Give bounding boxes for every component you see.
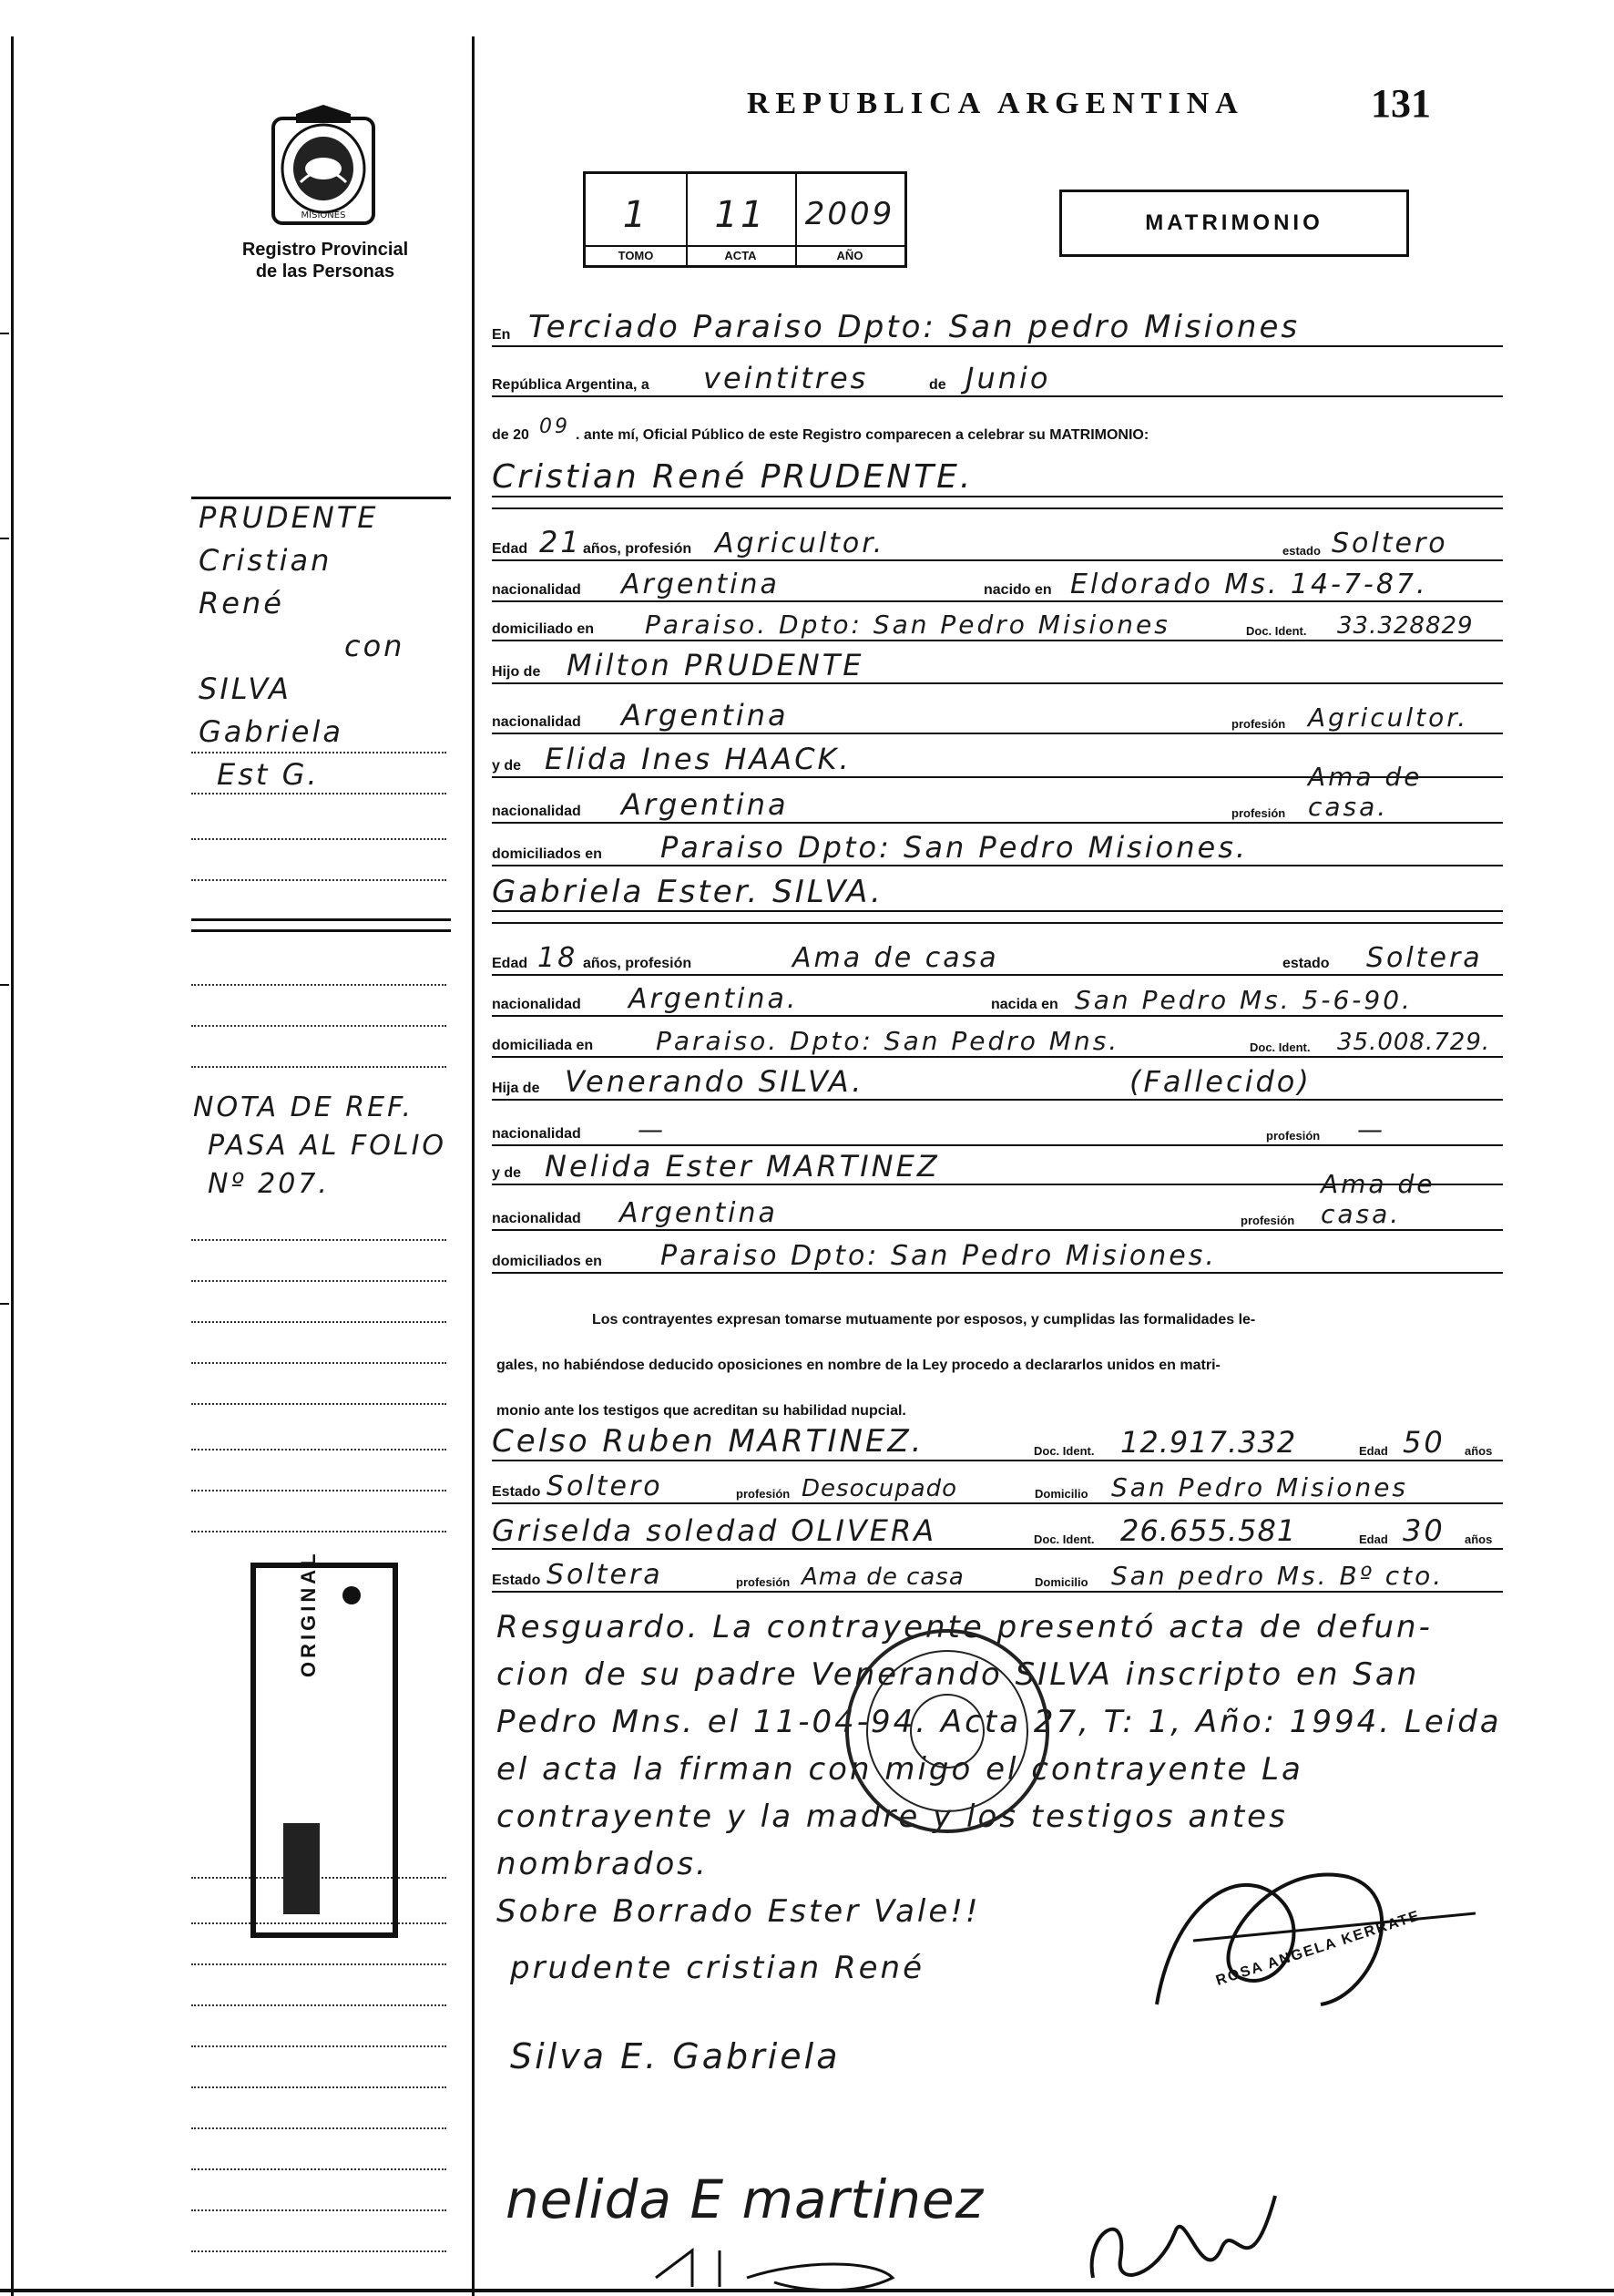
row-bride-father bbox=[492, 1064, 1503, 1104]
witness-1-name: Celso Ruben MARTINEZ. bbox=[492, 1423, 924, 1460]
domicilio-label: Domicilio bbox=[1035, 1575, 1088, 1589]
ante-text: . ante mí, Oficial Público de este Registro comparecen a celebrar su MATRIMONIO: bbox=[576, 427, 1149, 443]
yde-label: y de bbox=[492, 758, 522, 774]
official-stamp-text: ROSA ANGELA KERRATE bbox=[1213, 1908, 1423, 1989]
remark-line: el acta la firman con migo el contrayente La bbox=[496, 1751, 1303, 1788]
de20-label: de 20 bbox=[492, 427, 529, 443]
republica-label: República Argentina, a bbox=[492, 377, 649, 393]
groom-domicilio: Paraiso. Dpto: San Pedro Misiones bbox=[645, 610, 1170, 640]
nacionalidad-label: nacionalidad bbox=[492, 1126, 581, 1142]
margin-note bbox=[193, 1089, 446, 1204]
bride-father-nac: — bbox=[638, 1114, 666, 1144]
doc-label: Doc. Ident. bbox=[1034, 1444, 1095, 1458]
bride-father-note: (Fallecido) bbox=[1129, 1064, 1312, 1099]
row-witness-1 bbox=[492, 1423, 1503, 1465]
row-groom-edad bbox=[492, 525, 1503, 565]
nacionalidad-label: nacionalidad bbox=[492, 714, 581, 730]
edad-label: Edad bbox=[492, 956, 528, 971]
acta-cell bbox=[686, 174, 797, 265]
registry-stamp-icon bbox=[838, 1622, 1057, 1840]
mother-signature: nelida E martinez bbox=[506, 2168, 985, 2230]
witness-1-doc: 12.917.332 bbox=[1120, 1425, 1297, 1460]
doc-label: Doc. Ident. bbox=[1250, 1040, 1311, 1054]
row-witness-2 bbox=[492, 1513, 1503, 1553]
anos-label: años bbox=[1465, 1532, 1493, 1546]
bride-name: Gabriela Ester. SILVA. bbox=[492, 874, 884, 910]
registry-line-1: Registro Provincial bbox=[241, 240, 409, 260]
declaration-line-2: gales, no habiéndose deducido oposiciones en nombre de la Ley procedo a declararlos unidos en matri- bbox=[496, 1358, 1221, 1373]
note-line: NOTA DE REF. bbox=[193, 1092, 414, 1123]
groom-signature: prudente cristian René bbox=[510, 1950, 925, 1986]
row-groom-father bbox=[492, 648, 1503, 688]
row-bride-name bbox=[492, 874, 1503, 916]
row-bride-edad bbox=[492, 943, 1503, 979]
bride-father-prof: — bbox=[1357, 1114, 1385, 1144]
officer-signature-icon bbox=[1075, 2178, 1293, 2296]
nacionalidad-label: nacionalidad bbox=[492, 997, 581, 1012]
groom-profesion: Agricultor. bbox=[715, 528, 885, 559]
bride-mother-name: Nelida Ester MARTINEZ bbox=[545, 1149, 940, 1184]
groom-father-name: Milton PRUDENTE bbox=[567, 648, 864, 682]
profesion-label: profesión bbox=[736, 1575, 791, 1589]
declaration-line-3: monio ante los testigos que acreditan su habilidad nupcial. bbox=[496, 1403, 906, 1419]
doc-label: Doc. Ident. bbox=[1246, 624, 1307, 638]
margin-name-line: con bbox=[344, 629, 405, 663]
witness-2-edad: 30 bbox=[1403, 1513, 1445, 1548]
bride-doc: 35.008.729. bbox=[1337, 1029, 1491, 1056]
registry-numbers-box bbox=[583, 171, 907, 268]
section-rule bbox=[492, 507, 1503, 509]
ano-value: 2009 bbox=[804, 196, 895, 232]
edge-tick bbox=[0, 333, 9, 334]
en-label: En bbox=[492, 327, 511, 343]
tomo-label: TOMO bbox=[586, 245, 686, 265]
nacionalidad-label: nacionalidad bbox=[492, 804, 581, 819]
year-suffix: 09 bbox=[539, 415, 570, 438]
anos-label: años bbox=[1465, 1444, 1493, 1458]
row-groom-dom bbox=[492, 609, 1503, 645]
initials-signature-icon bbox=[638, 2241, 911, 2296]
estado-label: estado bbox=[1282, 956, 1330, 971]
bride-profesion: Ama de casa bbox=[792, 942, 999, 974]
row-groom-parents-dom bbox=[492, 830, 1503, 870]
groom-father-prof: Agricultor. bbox=[1308, 702, 1469, 733]
stamp-block bbox=[283, 1823, 320, 1914]
witness-2-dom: San pedro Ms. Bº cto. bbox=[1111, 1561, 1445, 1591]
profesion-label: profesión bbox=[1231, 717, 1286, 731]
hijo-label: Hijo de bbox=[492, 664, 541, 680]
bride-parents-domicilio: Paraiso Dpto: San Pedro Misiones. bbox=[660, 1240, 1217, 1272]
tomo-cell bbox=[586, 174, 688, 265]
row-en bbox=[492, 309, 1503, 351]
ano-label: AÑO bbox=[795, 245, 904, 265]
estado-label: Estado bbox=[492, 1484, 541, 1500]
groom-mother-nac: Argentina bbox=[621, 787, 789, 822]
edge-tick bbox=[0, 984, 9, 986]
official-signature-icon bbox=[1139, 1822, 1503, 2032]
edge-tick bbox=[0, 1303, 9, 1305]
de-label: de bbox=[929, 377, 946, 393]
margin-rule bbox=[191, 929, 451, 932]
estado-label: Estado bbox=[492, 1573, 541, 1588]
bride-domicilio: Paraiso. Dpto: San Pedro Mns. bbox=[656, 1026, 1120, 1056]
groom-nacionalidad: Argentina bbox=[621, 569, 780, 600]
profesion-label: años, profesión bbox=[583, 541, 692, 557]
margin-name-line: Gabriela bbox=[199, 714, 343, 749]
ano-cell bbox=[795, 174, 904, 265]
row-bride-nac bbox=[492, 984, 1503, 1020]
remark-line: Resguardo. La contrayente presentó acta de defun- bbox=[496, 1609, 1433, 1645]
nacido-label: nacido en bbox=[984, 582, 1052, 598]
groom-mother-name: Elida Ines HAACK. bbox=[545, 742, 852, 776]
nacionalidad-label: nacionalidad bbox=[492, 1211, 581, 1226]
bride-father-name: Venerando SILVA. bbox=[565, 1064, 864, 1099]
row-ante bbox=[492, 415, 1503, 451]
groom-estado: Soltero bbox=[1332, 528, 1448, 559]
profesion-label: profesión bbox=[736, 1487, 791, 1501]
acta-value: 11 bbox=[714, 194, 767, 236]
domicilio-label: domiciliado en bbox=[492, 621, 595, 637]
groom-name: Cristian René PRUDENTE. bbox=[492, 458, 974, 496]
witness-2-estado: Soltera bbox=[547, 1559, 663, 1591]
en-value: Terciado Paraiso Dpto: San pedro Misiones bbox=[528, 309, 1301, 345]
row-witness-2-details bbox=[492, 1560, 1503, 1596]
edad-label: Edad bbox=[1359, 1532, 1388, 1546]
edad-label: Edad bbox=[492, 541, 528, 557]
profesion-label: años, profesión bbox=[583, 956, 692, 971]
margin-name-line: SILVA bbox=[199, 671, 291, 706]
seal-text: MISIONES bbox=[301, 210, 346, 220]
row-bride-dom bbox=[492, 1025, 1503, 1061]
remark-line: nombrados. bbox=[496, 1846, 709, 1882]
groom-parents-domicilio: Paraiso Dpto: San Pedro Misiones. bbox=[660, 830, 1249, 865]
column-divider bbox=[472, 36, 475, 2296]
side-stamp-text: ORIGINAL bbox=[297, 1550, 320, 1677]
bottom-edge bbox=[0, 2289, 1614, 2292]
yde-label: y de bbox=[492, 1165, 522, 1181]
row-groom-nac bbox=[492, 569, 1503, 606]
groom-nacido: Eldorado Ms. 14-7-87. bbox=[1070, 569, 1428, 600]
row-republica bbox=[492, 361, 1503, 401]
groom-doc: 33.328829 bbox=[1337, 612, 1474, 640]
bride-edad: 18 bbox=[537, 942, 578, 974]
domicilio-label: domiciliada en bbox=[492, 1038, 594, 1053]
margin-name-line: Cristian bbox=[199, 543, 332, 578]
groom-mother-prof: Ama de casa. bbox=[1308, 762, 1423, 822]
dia-value: veintitres bbox=[703, 361, 869, 395]
profesion-label: profesión bbox=[1241, 1214, 1295, 1227]
edge-tick bbox=[0, 538, 9, 539]
page-number: 131 bbox=[1371, 81, 1431, 126]
margin-name-line: Est G. bbox=[217, 757, 320, 792]
side-stamp-box bbox=[250, 1550, 398, 1938]
note-line: PASA AL FOLIO bbox=[208, 1130, 447, 1162]
margin-name-line: PRUDENTE bbox=[199, 500, 379, 535]
groom-edad: 21 bbox=[539, 525, 582, 559]
nacida-label: nacida en bbox=[991, 997, 1058, 1012]
acta-label: ACTA bbox=[686, 245, 795, 265]
bride-nacida: San Pedro Ms. 5-6-90. bbox=[1075, 985, 1413, 1015]
witness-1-estado: Soltero bbox=[547, 1471, 663, 1502]
estado-label: estado bbox=[1282, 544, 1321, 558]
left-border bbox=[11, 36, 14, 2296]
bride-nacionalidad: Argentina. bbox=[628, 983, 799, 1015]
remark-line: Sobre Borrado Ester Vale!! bbox=[496, 1893, 981, 1930]
bride-estado: Soltera bbox=[1366, 942, 1483, 974]
remark-line: Pedro Mns. el 11-04-94. Acta 27, T: 1, Año: 1994. Leida bbox=[496, 1704, 1502, 1740]
registry-name bbox=[211, 239, 439, 282]
domicilio-label: Domicilio bbox=[1035, 1487, 1088, 1501]
domiciliados-label: domiciliados en bbox=[492, 846, 602, 862]
document-type-box: MATRIMONIO bbox=[1059, 190, 1409, 257]
profesion-label: profesión bbox=[1231, 806, 1286, 820]
row-groom-father-nac bbox=[492, 698, 1503, 738]
mes-value: Junio bbox=[965, 361, 1051, 395]
row-bride-father-nac bbox=[492, 1113, 1503, 1150]
tomo-value: 1 bbox=[622, 194, 649, 236]
section-rule bbox=[492, 922, 1503, 924]
remark-line: cion de su padre Venerando SILVA inscripto en San bbox=[496, 1656, 1420, 1693]
bride-mother-prof: Ama de casa. bbox=[1321, 1169, 1435, 1229]
remark-line: contrayente y la madre y los testigos antes bbox=[496, 1799, 1288, 1835]
row-witness-1-details bbox=[492, 1471, 1503, 1508]
bride-mother-nac: Argentina bbox=[619, 1197, 778, 1229]
witness-2-prof: Ama de casa bbox=[802, 1563, 965, 1591]
witness-2-doc: 26.655.581 bbox=[1120, 1513, 1297, 1548]
stamp-dot bbox=[342, 1586, 361, 1604]
domiciliados-label: domiciliados en bbox=[492, 1254, 602, 1269]
hija-label: Hija de bbox=[492, 1081, 540, 1096]
groom-father-nac: Argentina bbox=[621, 698, 789, 733]
edad-label: Edad bbox=[1359, 1444, 1388, 1458]
witness-2-name: Griselda soledad OLIVERA bbox=[492, 1513, 937, 1548]
provincial-seal-icon bbox=[255, 96, 392, 232]
witness-1-edad: 50 bbox=[1403, 1425, 1445, 1460]
registry-line-2: de las Personas bbox=[255, 261, 395, 282]
note-line: Nº 207. bbox=[208, 1168, 330, 1200]
declaration-line-1: Los contrayentes expresan tomarse mutuamente por esposos, y cumplidas las formalidades le- bbox=[592, 1312, 1256, 1327]
witness-1-dom: San Pedro Misiones bbox=[1111, 1472, 1409, 1502]
witness-1-prof: Desocupado bbox=[802, 1475, 958, 1502]
profesion-label: profesión bbox=[1266, 1129, 1321, 1143]
country-title: REPUBLICA ARGENTINA bbox=[747, 87, 1244, 120]
doc-label: Doc. Ident. bbox=[1034, 1532, 1095, 1546]
nacionalidad-label: nacionalidad bbox=[492, 582, 581, 598]
row-groom-name bbox=[492, 458, 1503, 501]
bride-signature: Silva E. Gabriela bbox=[510, 2036, 841, 2076]
margin-name-line: René bbox=[199, 586, 284, 620]
row-bride-parents-dom bbox=[492, 1241, 1503, 1277]
margin-rule bbox=[191, 918, 451, 921]
